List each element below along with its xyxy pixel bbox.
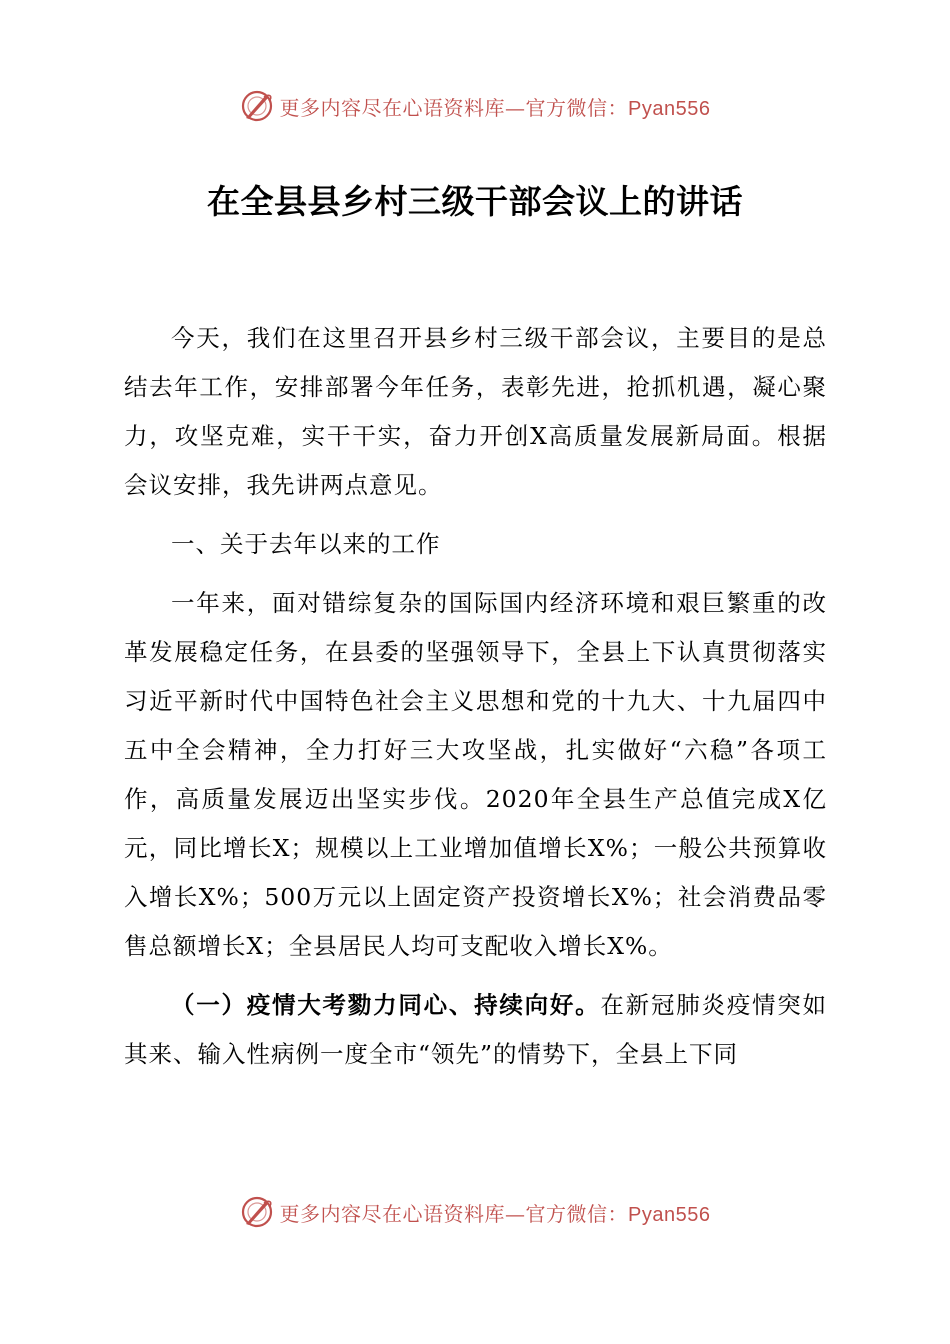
watermark-header [0,86,950,126]
subsection-lead: （一）疫情大考勠力同心、持续向好。 [171,991,601,1019]
watermark-footer [0,1192,950,1232]
watermark-text: 更多内容尽在心语资料库—官方微信：Pyan556 [279,1201,711,1226]
intro-paragraph: 今天，我们在这里召开县乡村三级干部会议，主要目的是总结去年工作，安排部署今年任务，表彰先进，抢抓机遇，凝心聚力，攻坚克难，实干干实，奋力开创X高质量发展新局面。根据会议安排，我先讲两点意见。 [124,324,827,499]
watermark-wechat-id: Pyan556 [628,97,711,120]
quill-pen-logo-icon [240,1195,274,1229]
document-title: 在全县县乡村三级干部会议上的讲话 [207,182,743,221]
watermark-text: 更多内容尽在心语资料库—官方微信：Pyan556 [279,95,711,120]
subsection-text: 在新冠肺炎疫情突如其来、输入性病例一度全市“领先”的情势下，全县上下同 [124,991,828,1068]
section-paragraph: 一年来，面对错综复杂的国际国内经济环境和艰巨繁重的改革发展稳定任务，在县委的坚强领导下，全县上下认真贯彻落实习近平新时代中国特色社会主义思想和党的十九大、十九届四中五中全会精神，全力打好三大攻坚战，扎实做好“六稳”各项工作，高质量发展迈出坚实步伐。2020年全县生产总值完成X亿元，同比增长X；规模以上工业增加值增长X%；一般公共预算收入增长X%；500万元以上固定资产投资增长X%；社会消费品零售总额增长X；全县居民人均可支配收入增长X%。 [124,589,827,960]
watermark-wechat-id: Pyan556 [628,1203,711,1226]
document-body [124,314,827,1079]
section-heading: 一、关于去年以来的工作 [171,530,441,558]
quill-pen-logo-icon [240,89,274,123]
subsection-paragraph [124,981,827,1079]
